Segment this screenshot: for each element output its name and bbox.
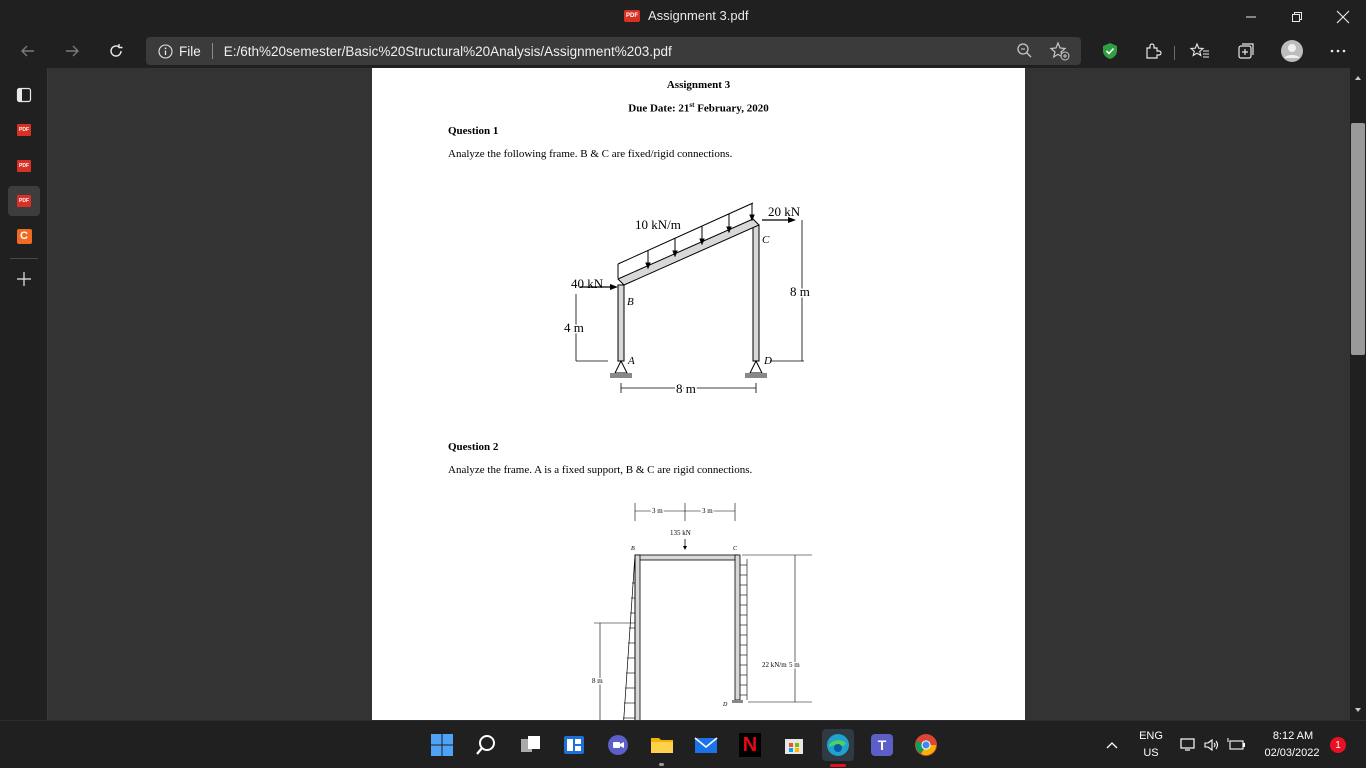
- netflix-icon: N: [739, 733, 761, 757]
- chevron-up-icon[interactable]: [1105, 740, 1119, 750]
- pdf-viewer: [48, 68, 1350, 720]
- scroll-down-icon[interactable]: [1350, 704, 1366, 716]
- figure-2-frame: [372, 493, 1025, 708]
- pdf-icon: PDF: [17, 195, 31, 207]
- profile-button[interactable]: [1278, 38, 1306, 64]
- task-view-icon: [518, 733, 542, 757]
- due-date-suffix: February, 2020: [694, 102, 769, 115]
- store-icon: [782, 733, 806, 757]
- label-40kn: 40 kN: [571, 276, 604, 291]
- collections-icon: [1237, 42, 1255, 60]
- support-d: [750, 361, 762, 373]
- file-label: File: [179, 43, 201, 59]
- tab-actions-icon: [16, 87, 32, 103]
- favorites-button[interactable]: [1186, 38, 1214, 64]
- triangular-load: [622, 555, 635, 745]
- more-icon: [1330, 48, 1346, 54]
- minimize-icon: [1245, 11, 1257, 23]
- store-button[interactable]: [778, 729, 810, 761]
- support-d: [732, 700, 743, 703]
- mail-icon: [693, 734, 719, 756]
- load-40kn-arrowhead: [610, 284, 618, 290]
- load-135kn-arrowhead: [683, 546, 687, 550]
- search-icon: [474, 733, 498, 757]
- taskbar: [0, 720, 1366, 768]
- start-button[interactable]: [426, 729, 458, 761]
- maximize-icon: [1291, 11, 1303, 23]
- battery-icon[interactable]: [1227, 737, 1247, 753]
- udl-arrows: [646, 203, 754, 268]
- windows-icon: [430, 733, 454, 757]
- close-icon: [1336, 10, 1350, 24]
- refresh-button[interactable]: [102, 38, 130, 64]
- teams-chat-button[interactable]: [602, 729, 634, 761]
- vertical-tabs-sidebar: [0, 68, 48, 720]
- beam-bc: [635, 555, 738, 560]
- video-chat-icon: [606, 733, 630, 757]
- pdf-icon: PDF: [17, 124, 31, 136]
- due-date: [372, 101, 1025, 115]
- label-5m: 5 m: [789, 661, 800, 669]
- label-b: B: [627, 296, 634, 308]
- address-divider: [212, 43, 213, 59]
- edge-icon: [825, 732, 851, 758]
- close-button[interactable]: [1320, 0, 1366, 34]
- question-2-text: Analyze the frame. A is a fixed support, B & C are rigid connections.: [448, 464, 753, 476]
- label-udl: 10 kN/m: [635, 217, 681, 232]
- zoom-icon[interactable]: [1015, 41, 1035, 61]
- extensions-icon: [1144, 42, 1162, 60]
- edge-active-indicator: [830, 764, 846, 767]
- plus-icon: [16, 271, 32, 287]
- label-c: C: [733, 546, 738, 552]
- label-3m-left: 3 m: [652, 507, 663, 515]
- mail-button[interactable]: [690, 729, 722, 761]
- label-8m-span: 8 m: [676, 381, 696, 396]
- edge-button[interactable]: [822, 729, 854, 761]
- window-title: [624, 8, 748, 23]
- url-text[interactable]: E:/6th%20semester/Basic%20Structural%20Analysis/Assignment%203.pdf: [223, 43, 672, 59]
- refresh-icon: [108, 43, 124, 59]
- language-bottom[interactable]: US: [1143, 747, 1159, 759]
- favorites-icon: [1190, 42, 1210, 60]
- browser-toolbar: [0, 34, 1366, 68]
- label-8m-height: 8 m: [790, 284, 810, 299]
- support-d-base: [745, 373, 767, 378]
- label-b: B: [631, 546, 635, 552]
- extensions-button[interactable]: [1139, 38, 1167, 64]
- support-a: [615, 361, 627, 373]
- label-8m: 8 m: [592, 677, 603, 685]
- file-explorer-button[interactable]: [646, 729, 678, 761]
- netflix-button[interactable]: [734, 729, 766, 761]
- pdf-file-icon: PDF: [624, 10, 640, 22]
- column-ab: [618, 285, 624, 361]
- tab-pdf-2[interactable]: [8, 151, 40, 181]
- figure-1-frame: [372, 193, 1025, 453]
- folder-icon: [649, 733, 675, 757]
- label-135kn: 135 kN: [670, 529, 691, 537]
- tab-pdf-active[interactable]: [8, 186, 40, 216]
- shield-icon: [1101, 42, 1119, 60]
- display-icon[interactable]: [1180, 737, 1198, 753]
- label-4m: 4 m: [564, 320, 584, 335]
- pdf-icon: PDF: [17, 160, 31, 172]
- scrollbar-thumb[interactable]: [1351, 123, 1365, 355]
- task-view-button[interactable]: [514, 729, 546, 761]
- label-3m-right: 3 m: [702, 507, 713, 515]
- forward-icon: [64, 43, 80, 59]
- volume-icon[interactable]: [1203, 737, 1221, 753]
- label-c: C: [762, 234, 770, 246]
- due-date-prefix: Due Date: 21: [628, 102, 690, 115]
- minimize-button[interactable]: [1228, 0, 1274, 34]
- question-1-text: Analyze the following frame. B & C are fixed/rigid connections.: [448, 148, 733, 160]
- settings-more-button[interactable]: [1324, 38, 1352, 64]
- pdf-page: [372, 68, 1025, 720]
- chrome-icon: [914, 733, 938, 757]
- label-22kn-m: 22 kN/m: [762, 661, 787, 669]
- info-icon: [158, 44, 173, 59]
- search-button[interactable]: [470, 729, 502, 761]
- widgets-button[interactable]: [558, 729, 590, 761]
- column-cd: [753, 225, 759, 361]
- file-explorer-indicator: [659, 763, 664, 766]
- support-a-base: [610, 373, 632, 378]
- address-bar[interactable]: [146, 37, 1081, 65]
- tab-actions-button[interactable]: [8, 80, 40, 110]
- notification-badge[interactable]: 1: [1330, 737, 1346, 753]
- restore-button[interactable]: [1274, 0, 1320, 34]
- favorite-add-icon[interactable]: [1049, 41, 1071, 61]
- teams-button[interactable]: [866, 729, 898, 761]
- site-info-button[interactable]: [146, 44, 201, 59]
- language-top[interactable]: ENG: [1139, 730, 1163, 742]
- tab-app-c[interactable]: [8, 221, 40, 251]
- new-tab-button[interactable]: [8, 264, 40, 294]
- clock-date[interactable]: 02/03/2022: [1264, 747, 1320, 759]
- profile-icon: [1280, 39, 1304, 63]
- toolbar-divider: [1174, 46, 1175, 60]
- label-20kn: 20 kN: [768, 204, 801, 219]
- vertical-scrollbar[interactable]: [1350, 68, 1366, 720]
- due-date-sup: st: [689, 101, 695, 109]
- right-udl-arrows: [740, 559, 747, 700]
- label-a: A: [628, 355, 635, 367]
- chrome-button[interactable]: [910, 729, 942, 761]
- back-icon: [20, 43, 36, 59]
- collections-button[interactable]: [1232, 38, 1260, 64]
- tab-pdf-1[interactable]: [8, 115, 40, 145]
- clock-time[interactable]: 8:12 AM: [1272, 730, 1314, 742]
- browser-essentials-button[interactable]: [1096, 38, 1124, 64]
- column-cd: [735, 555, 740, 700]
- sidebar-divider: [10, 258, 38, 259]
- triangular-load-arrows: [623, 583, 635, 733]
- question-2-title: Question 2: [448, 441, 499, 453]
- document-heading: Assignment 3: [666, 79, 731, 91]
- forward-button[interactable]: [58, 38, 86, 64]
- scroll-up-icon[interactable]: [1350, 72, 1366, 84]
- widgets-icon: [562, 733, 586, 757]
- question-1-title: Question 1: [448, 125, 499, 137]
- column-ab: [635, 555, 640, 745]
- app-c-icon: C: [17, 229, 32, 244]
- label-d: D: [723, 702, 728, 708]
- teams-icon: T: [871, 734, 893, 756]
- label-d: D: [764, 355, 772, 367]
- window-title-text: Assignment 3.pdf: [648, 8, 749, 23]
- title-bar: [0, 0, 1366, 34]
- back-button[interactable]: [14, 38, 42, 64]
